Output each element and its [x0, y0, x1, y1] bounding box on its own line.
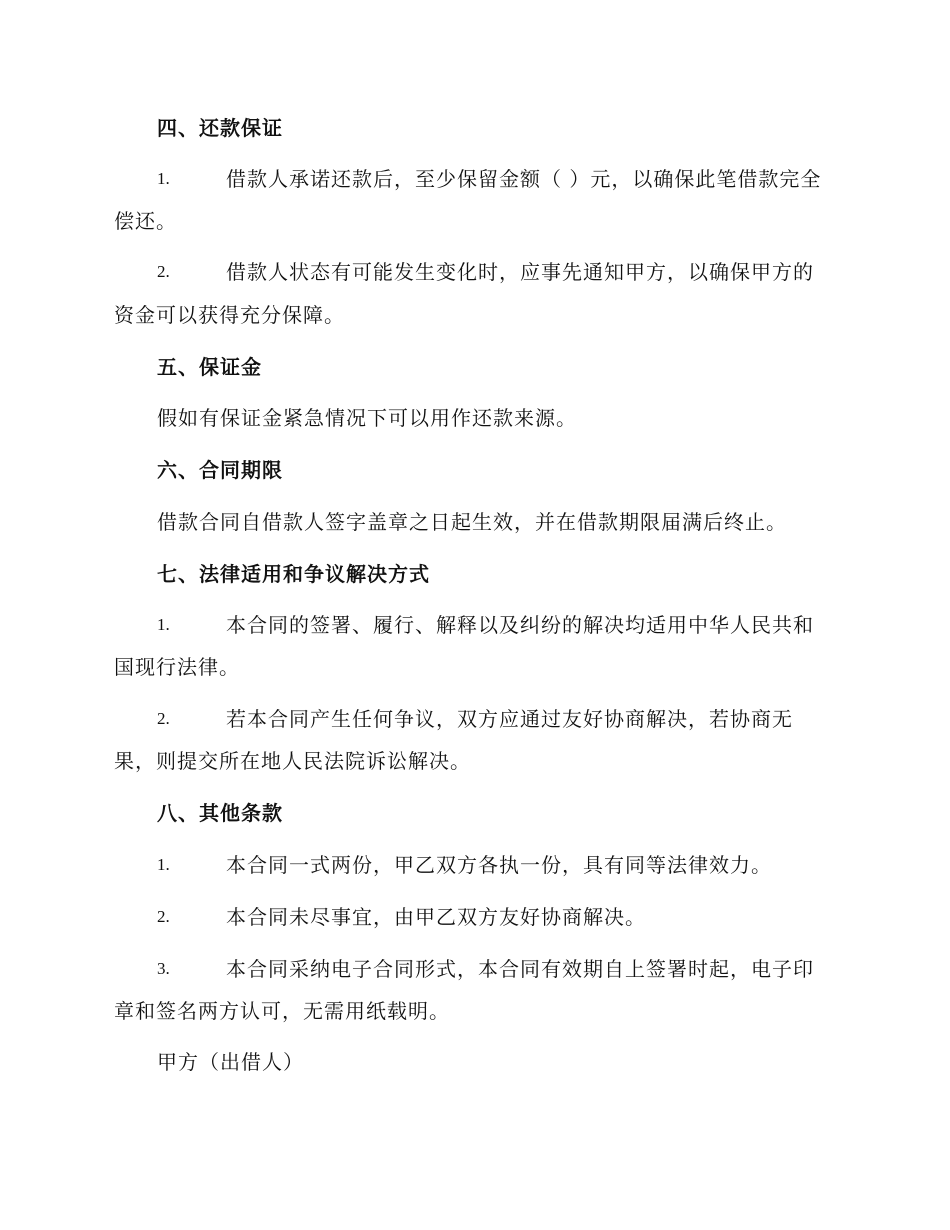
- clause-text-continued: 偿还。: [114, 209, 177, 233]
- clause-text-continued: 章和签名两方认可，无需用纸载明。: [114, 999, 450, 1023]
- paragraph: 假如有保证金紧急情况下可以用作还款来源。: [157, 406, 577, 430]
- section-heading-5: 五、保证金: [157, 355, 262, 379]
- clause-text: 本合同的签署、履行、解释以及纠纷的解决均适用中华人民共和: [226, 613, 814, 637]
- clause-text: 借款人状态有可能发生变化时，应事先通知甲方，以确保甲方的: [226, 260, 814, 284]
- party-a-signature-label: 甲方（出借人）: [157, 1050, 304, 1074]
- paragraph: 借款合同自借款人签字盖章之日起生效，并在借款期限届满后终止。: [157, 510, 787, 534]
- clause-number: 1.: [157, 855, 170, 874]
- clause-text: 本合同采纳电子合同形式，本合同有效期自上签署时起，电子印: [226, 957, 814, 981]
- clause-text: 本合同未尽事宜，由甲乙双方友好协商解决。: [226, 905, 646, 929]
- clause-text-continued: 资金可以获得充分保障。: [114, 303, 345, 327]
- section-heading-6: 六、合同期限: [157, 458, 283, 482]
- clause-text-continued: 果，则提交所在地人民法院诉讼解决。: [114, 749, 471, 773]
- clause-number: 3.: [157, 959, 170, 978]
- section-heading-4: 四、还款保证: [157, 116, 283, 140]
- clause-text: 本合同一式两份，甲乙双方各执一份，具有同等法律效力。: [226, 853, 772, 877]
- clause-number: 2.: [157, 262, 170, 281]
- section-heading-7: 七、法律适用和争议解决方式: [157, 562, 430, 586]
- clause-text: 若本合同产生任何争议，双方应通过友好协商解决，若协商无: [226, 707, 793, 731]
- clause-number: 2.: [157, 709, 170, 728]
- section-heading-8: 八、其他条款: [157, 801, 283, 825]
- clause-text-continued: 国现行法律。: [114, 655, 240, 679]
- clause-text: 借款人承诺还款后，至少保留金额（ ）元，以确保此笔借款完全: [226, 167, 822, 191]
- clause-number: 1.: [157, 615, 170, 634]
- clause-number: 2.: [157, 907, 170, 926]
- clause-number: 1.: [157, 169, 170, 188]
